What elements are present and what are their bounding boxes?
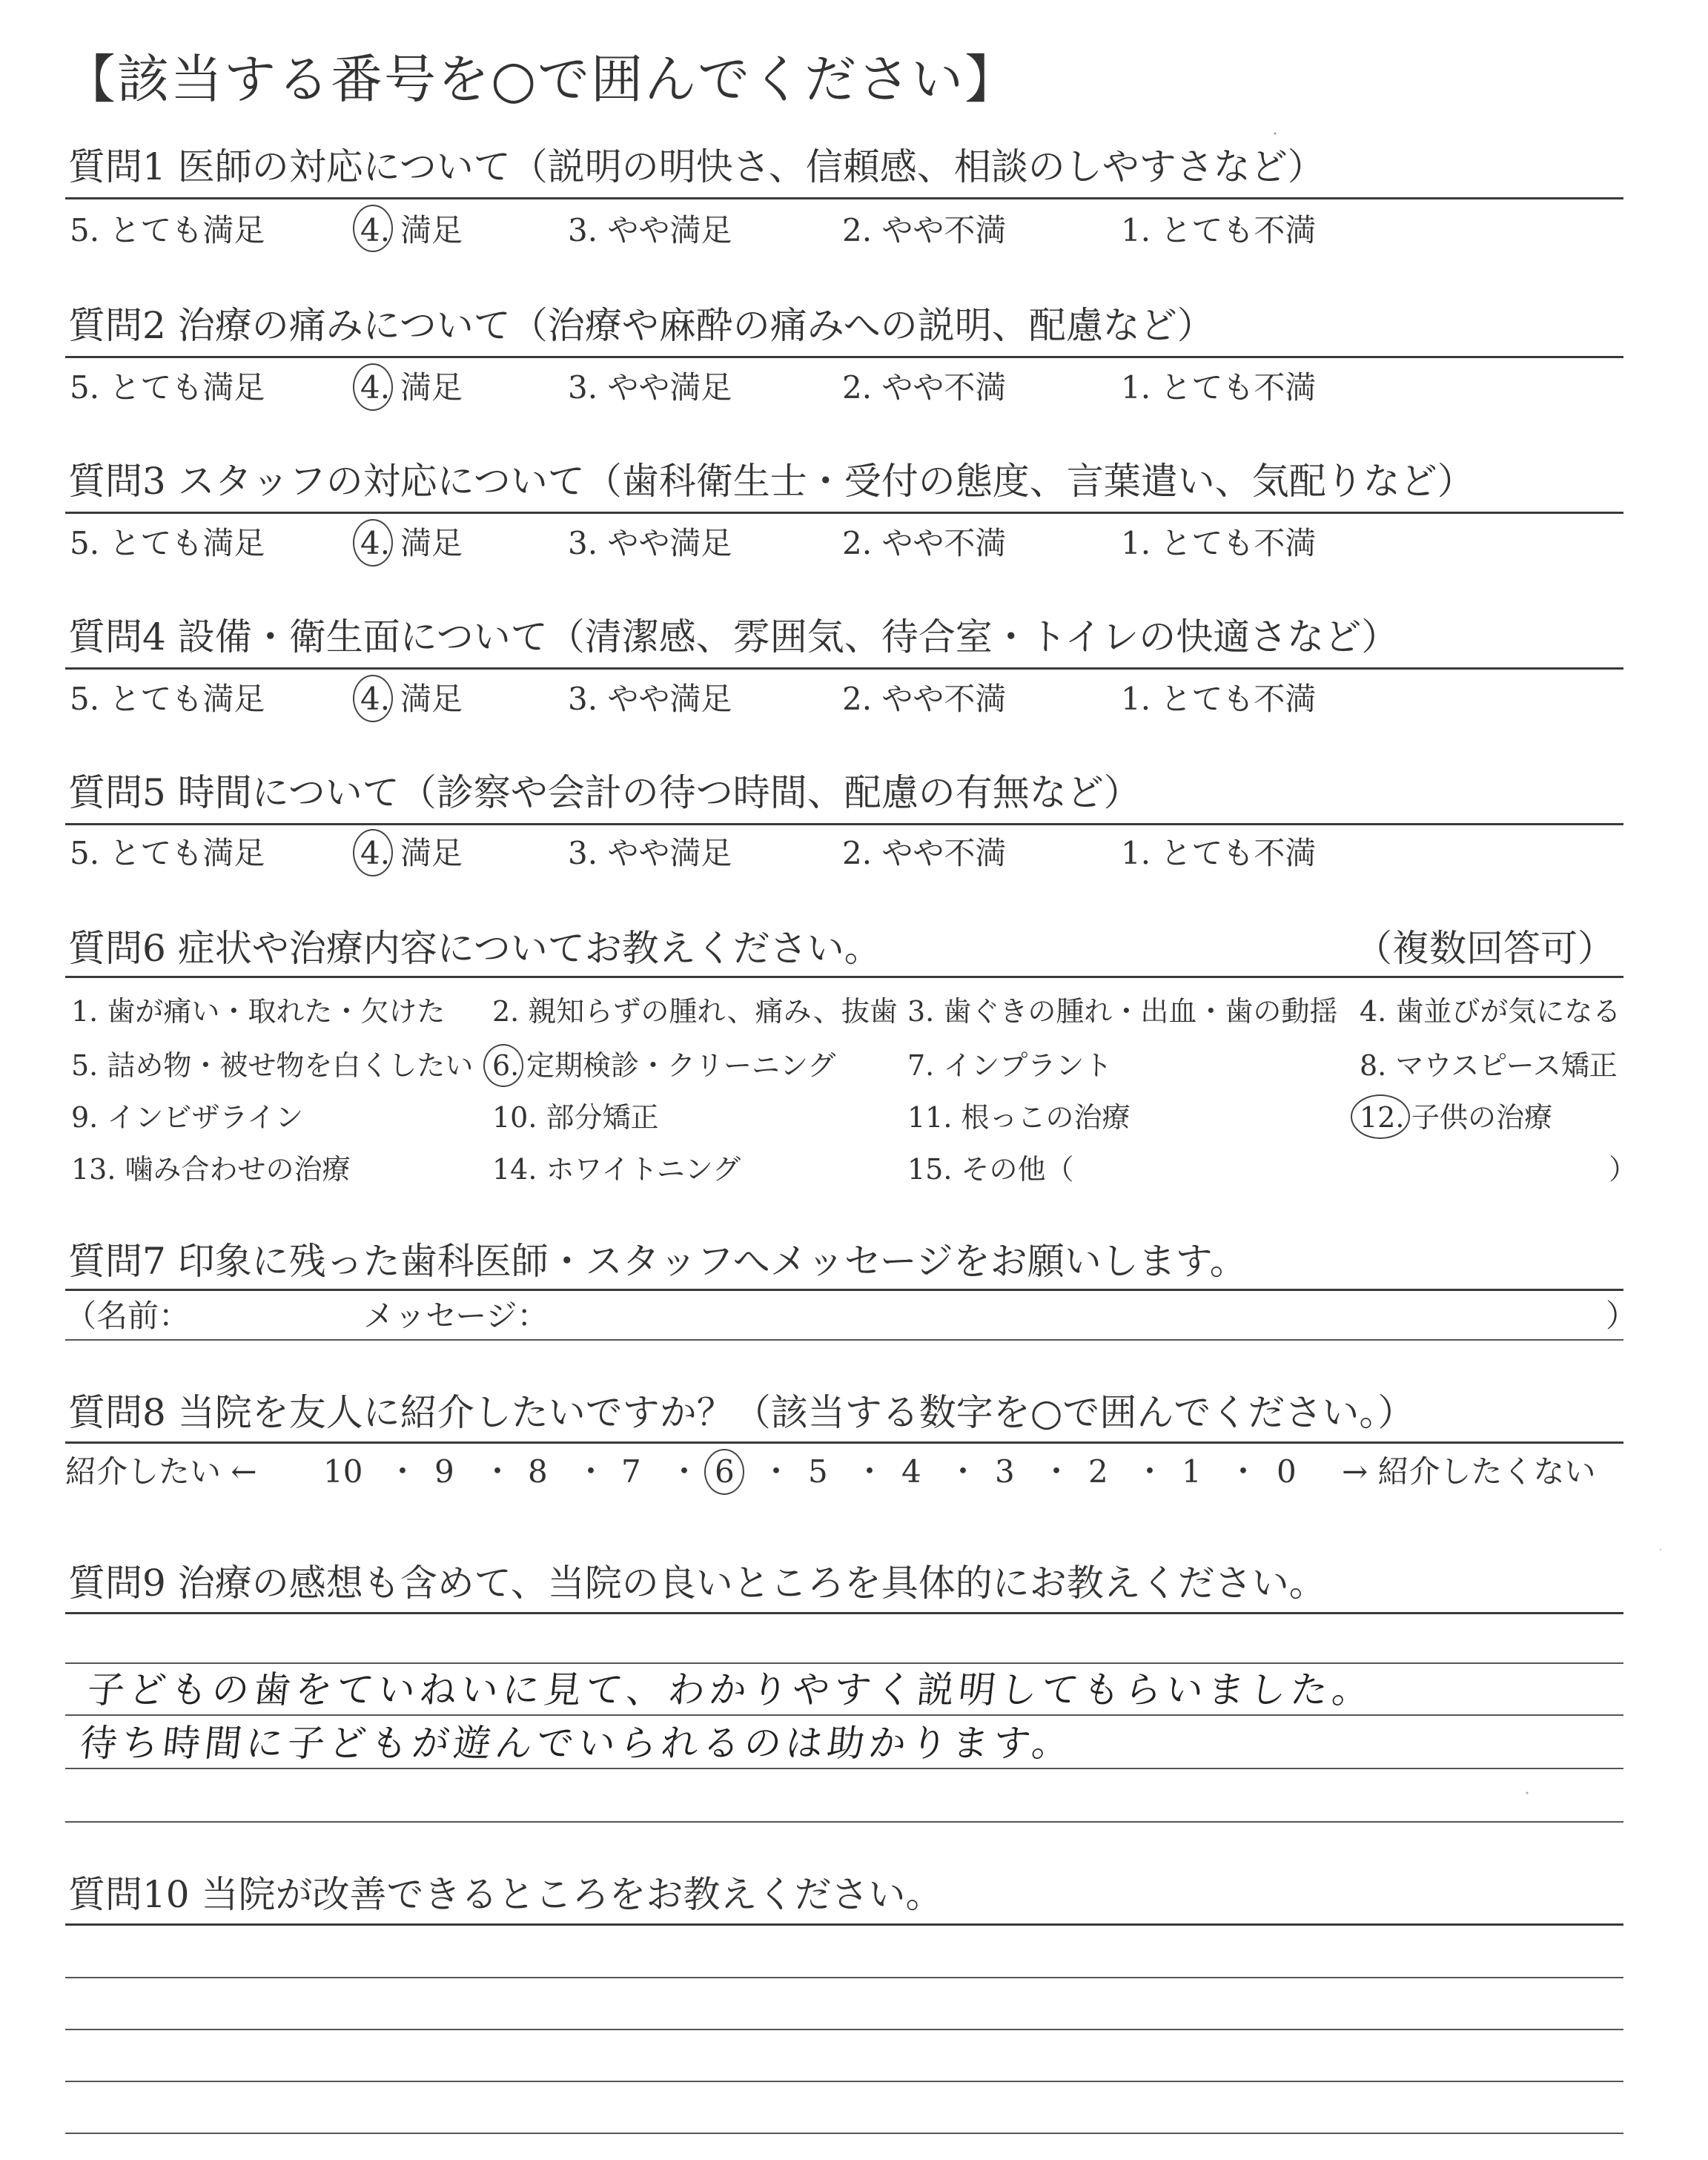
q8-right-label: → 紹介したくない xyxy=(1342,1453,1596,1490)
q6-item-9[interactable]: 9. インビザライン xyxy=(71,1101,304,1134)
q6-item-2[interactable]: 2. 親知らずの腫れ、痛み、抜歯 xyxy=(492,995,898,1028)
q9-heading: 質問9 治療の感想も含めて、当院の良いところを具体的にお教えください。 xyxy=(68,1562,1326,1605)
q1-option-4-number[interactable]: 4. xyxy=(360,212,391,248)
q8-scale-0[interactable]: 0 xyxy=(1277,1453,1297,1490)
q1-option-2[interactable]: 2. やや不満 xyxy=(842,212,1007,248)
q6-item-12-label[interactable]: 子供の治療 xyxy=(1411,1101,1553,1134)
q5-heading: 質問5 時間について（診察や会計の待つ時間、配慮の有無など） xyxy=(68,771,1141,814)
q5-selected-circle xyxy=(353,829,393,876)
q1-rule xyxy=(65,197,1623,199)
q8-scale-5[interactable]: 5 xyxy=(808,1453,828,1490)
q2-selected-circle xyxy=(353,363,393,411)
q4-rule xyxy=(65,667,1623,670)
q2-heading: 質問2 治療の痛みについて（治療や麻酔の痛みへの説明、配慮など） xyxy=(68,304,1214,347)
q5-option-3[interactable]: 3. やや満足 xyxy=(568,835,732,871)
q6-item-4[interactable]: 4. 歯並びが気になる xyxy=(1360,995,1621,1028)
q2-option-2[interactable]: 2. やや不満 xyxy=(842,369,1007,406)
q2-option-1[interactable]: 1. とても不満 xyxy=(1121,369,1317,406)
q3-heading: 質問3 スタッフの対応について（歯科衛生士・受付の態度、言葉遣い、気配りなど） xyxy=(68,460,1474,503)
q4-option-4-label[interactable]: 満足 xyxy=(400,681,463,717)
q3-option-4-label[interactable]: 満足 xyxy=(400,525,463,561)
q8-scale-8[interactable]: 8 xyxy=(528,1453,548,1490)
q1-option-1[interactable]: 1. とても不満 xyxy=(1121,212,1317,248)
q2-rule xyxy=(65,356,1623,358)
q3-selected-circle xyxy=(353,519,393,567)
q3-rule xyxy=(65,512,1623,514)
q7-bottom-rule xyxy=(65,1339,1623,1341)
q8-scale-1[interactable]: 1 xyxy=(1182,1453,1202,1490)
q8-scale-7[interactable]: 7 xyxy=(621,1453,641,1490)
q8-sep-10: ・ xyxy=(1228,1453,1260,1490)
q10-answer-field[interactable] xyxy=(65,1928,1623,2136)
q6-item-3[interactable]: 3. 歯ぐきの腫れ・出血・歯の動揺 xyxy=(907,995,1338,1028)
q8-scale-10[interactable]: 10 xyxy=(323,1453,363,1490)
q8-sep-5: ・ xyxy=(761,1453,792,1490)
q8-sep-1: ・ xyxy=(387,1453,419,1490)
q8-left-label: 紹介したい ← xyxy=(65,1453,257,1490)
q1-option-5[interactable]: 5. とても満足 xyxy=(70,212,265,248)
q2-option-3[interactable]: 3. やや満足 xyxy=(568,369,732,406)
q4-option-2[interactable]: 2. やや不満 xyxy=(842,681,1007,717)
q3-option-4-number[interactable]: 4. xyxy=(360,525,391,561)
q9-answer-line-2 xyxy=(65,1714,1623,1716)
q8-sep-2: ・ xyxy=(482,1453,514,1490)
q4-option-1[interactable]: 1. とても不満 xyxy=(1121,681,1317,717)
q6-item-12-number[interactable]: 12. xyxy=(1360,1101,1405,1134)
q4-option-5[interactable]: 5. とても満足 xyxy=(70,681,265,717)
q9-answer-line-1 xyxy=(65,1662,1623,1664)
q3-option-1[interactable]: 1. とても不満 xyxy=(1121,525,1317,561)
q8-sep-7: ・ xyxy=(947,1453,979,1490)
q9-handwritten-line-1: 子どもの歯をていねいに見て、わかりやすく説明してもらいました。 xyxy=(85,1668,1377,1711)
q8-scale-3[interactable]: 3 xyxy=(995,1453,1015,1490)
q10-heading: 質問10 当院が改善できるところをお教えください。 xyxy=(68,1873,943,1916)
q9-answer-line-3 xyxy=(65,1768,1623,1769)
q1-selected-circle xyxy=(353,205,393,252)
q8-scale-2[interactable]: 2 xyxy=(1088,1453,1108,1490)
q6-item-14[interactable]: 14. ホワイトニング xyxy=(492,1153,741,1186)
q6-item-8[interactable]: 8. マウスピース矯正 xyxy=(1360,1049,1618,1082)
q8-scale-6[interactable]: 6 xyxy=(715,1453,735,1490)
q8-rule xyxy=(65,1441,1623,1444)
q1-heading: 質問1 医師の対応について（説明の明快さ、信頼感、相談のしやすさなど） xyxy=(68,145,1325,188)
q5-option-2[interactable]: 2. やや不満 xyxy=(842,835,1007,871)
q8-heading: 質問8 当院を友人に紹介したいですか？（該当する数字を○で囲んでください。） xyxy=(68,1391,1415,1434)
q9-rule xyxy=(65,1612,1623,1614)
q6-selected-circle-6 xyxy=(483,1044,523,1087)
q6-item-6-number[interactable]: 6. xyxy=(492,1049,520,1082)
q8-sep-9: ・ xyxy=(1134,1453,1166,1490)
q6-item-6-label[interactable]: 定期検診・クリーニング xyxy=(526,1049,836,1082)
q9-answer-line-4 xyxy=(65,1821,1623,1823)
q6-rule xyxy=(65,976,1623,978)
q8-sep-4: ・ xyxy=(669,1453,701,1490)
q5-option-1[interactable]: 1. とても不満 xyxy=(1121,835,1317,871)
q4-option-4-number[interactable]: 4. xyxy=(360,681,391,717)
q1-option-3[interactable]: 3. やや満足 xyxy=(568,212,732,248)
q9-handwritten-line-2: 待ち時間に子どもが遊んでいられるのは助かります。 xyxy=(77,1722,1076,1765)
q7-heading: 質問7 印象に残った歯科医師・スタッフへメッセージをお願いします。 xyxy=(68,1240,1247,1283)
q7-name-label: （名前： xyxy=(65,1298,191,1334)
q6-item-11[interactable]: 11. 根っこの治療 xyxy=(907,1101,1131,1134)
q6-item-15-close: ） xyxy=(1609,1153,1638,1186)
q6-item-5[interactable]: 5. 詰め物・被せ物を白くしたい xyxy=(71,1049,474,1082)
q3-option-5[interactable]: 5. とても満足 xyxy=(70,525,265,561)
q8-sep-6: ・ xyxy=(854,1453,886,1490)
q5-option-4-number[interactable]: 4. xyxy=(360,835,391,871)
q4-option-3[interactable]: 3. やや満足 xyxy=(568,681,732,717)
q8-scale-4[interactable]: 4 xyxy=(901,1453,921,1490)
survey-title: 【該当する番号を○で囲んでください】 xyxy=(64,49,1019,110)
q2-option-5[interactable]: 5. とても満足 xyxy=(70,369,265,406)
q8-sep-3: ・ xyxy=(575,1453,607,1490)
q2-option-4-number[interactable]: 4. xyxy=(360,369,391,406)
q7-rule xyxy=(65,1289,1623,1291)
q6-item-10[interactable]: 10. 部分矯正 xyxy=(492,1101,659,1134)
q8-selected-circle xyxy=(704,1449,744,1495)
q5-rule xyxy=(65,823,1623,825)
q1-option-4-label[interactable]: 満足 xyxy=(400,212,463,248)
q7-message-field[interactable] xyxy=(578,1298,1594,1339)
q6-heading: 質問6 症状や治療内容についてお教えください。 xyxy=(68,927,881,970)
q8-scale-9[interactable]: 9 xyxy=(434,1453,454,1490)
q3-option-2[interactable]: 2. やや不満 xyxy=(842,525,1007,561)
q6-multiple-answers-note: （複数回答可） xyxy=(1355,927,1615,970)
q6-selected-circle-12 xyxy=(1351,1094,1410,1139)
q4-selected-circle xyxy=(353,675,393,722)
q7-message-label: メッセージ： xyxy=(363,1298,549,1334)
q6-item-7[interactable]: 7. インプラント xyxy=(907,1049,1113,1082)
q10-rule xyxy=(65,1923,1623,1926)
q6-item-15[interactable]: 15. その他（ xyxy=(907,1153,1074,1186)
q2-option-4-label[interactable]: 満足 xyxy=(400,369,463,406)
q5-option-5[interactable]: 5. とても満足 xyxy=(70,835,265,871)
q7-close-paren: ） xyxy=(1606,1298,1638,1334)
q5-option-4-label[interactable]: 満足 xyxy=(400,835,463,871)
q6-item-13[interactable]: 13. 噛み合わせの治療 xyxy=(71,1153,351,1186)
q4-heading: 質問4 設備・衛生面について（清潔感、雰囲気、待合室・トイレの快適さなど） xyxy=(68,615,1399,658)
q3-option-3[interactable]: 3. やや満足 xyxy=(568,525,732,561)
q6-item-1[interactable]: 1. 歯が痛い・取れた・欠けた xyxy=(71,995,446,1028)
q8-sep-8: ・ xyxy=(1041,1453,1073,1490)
